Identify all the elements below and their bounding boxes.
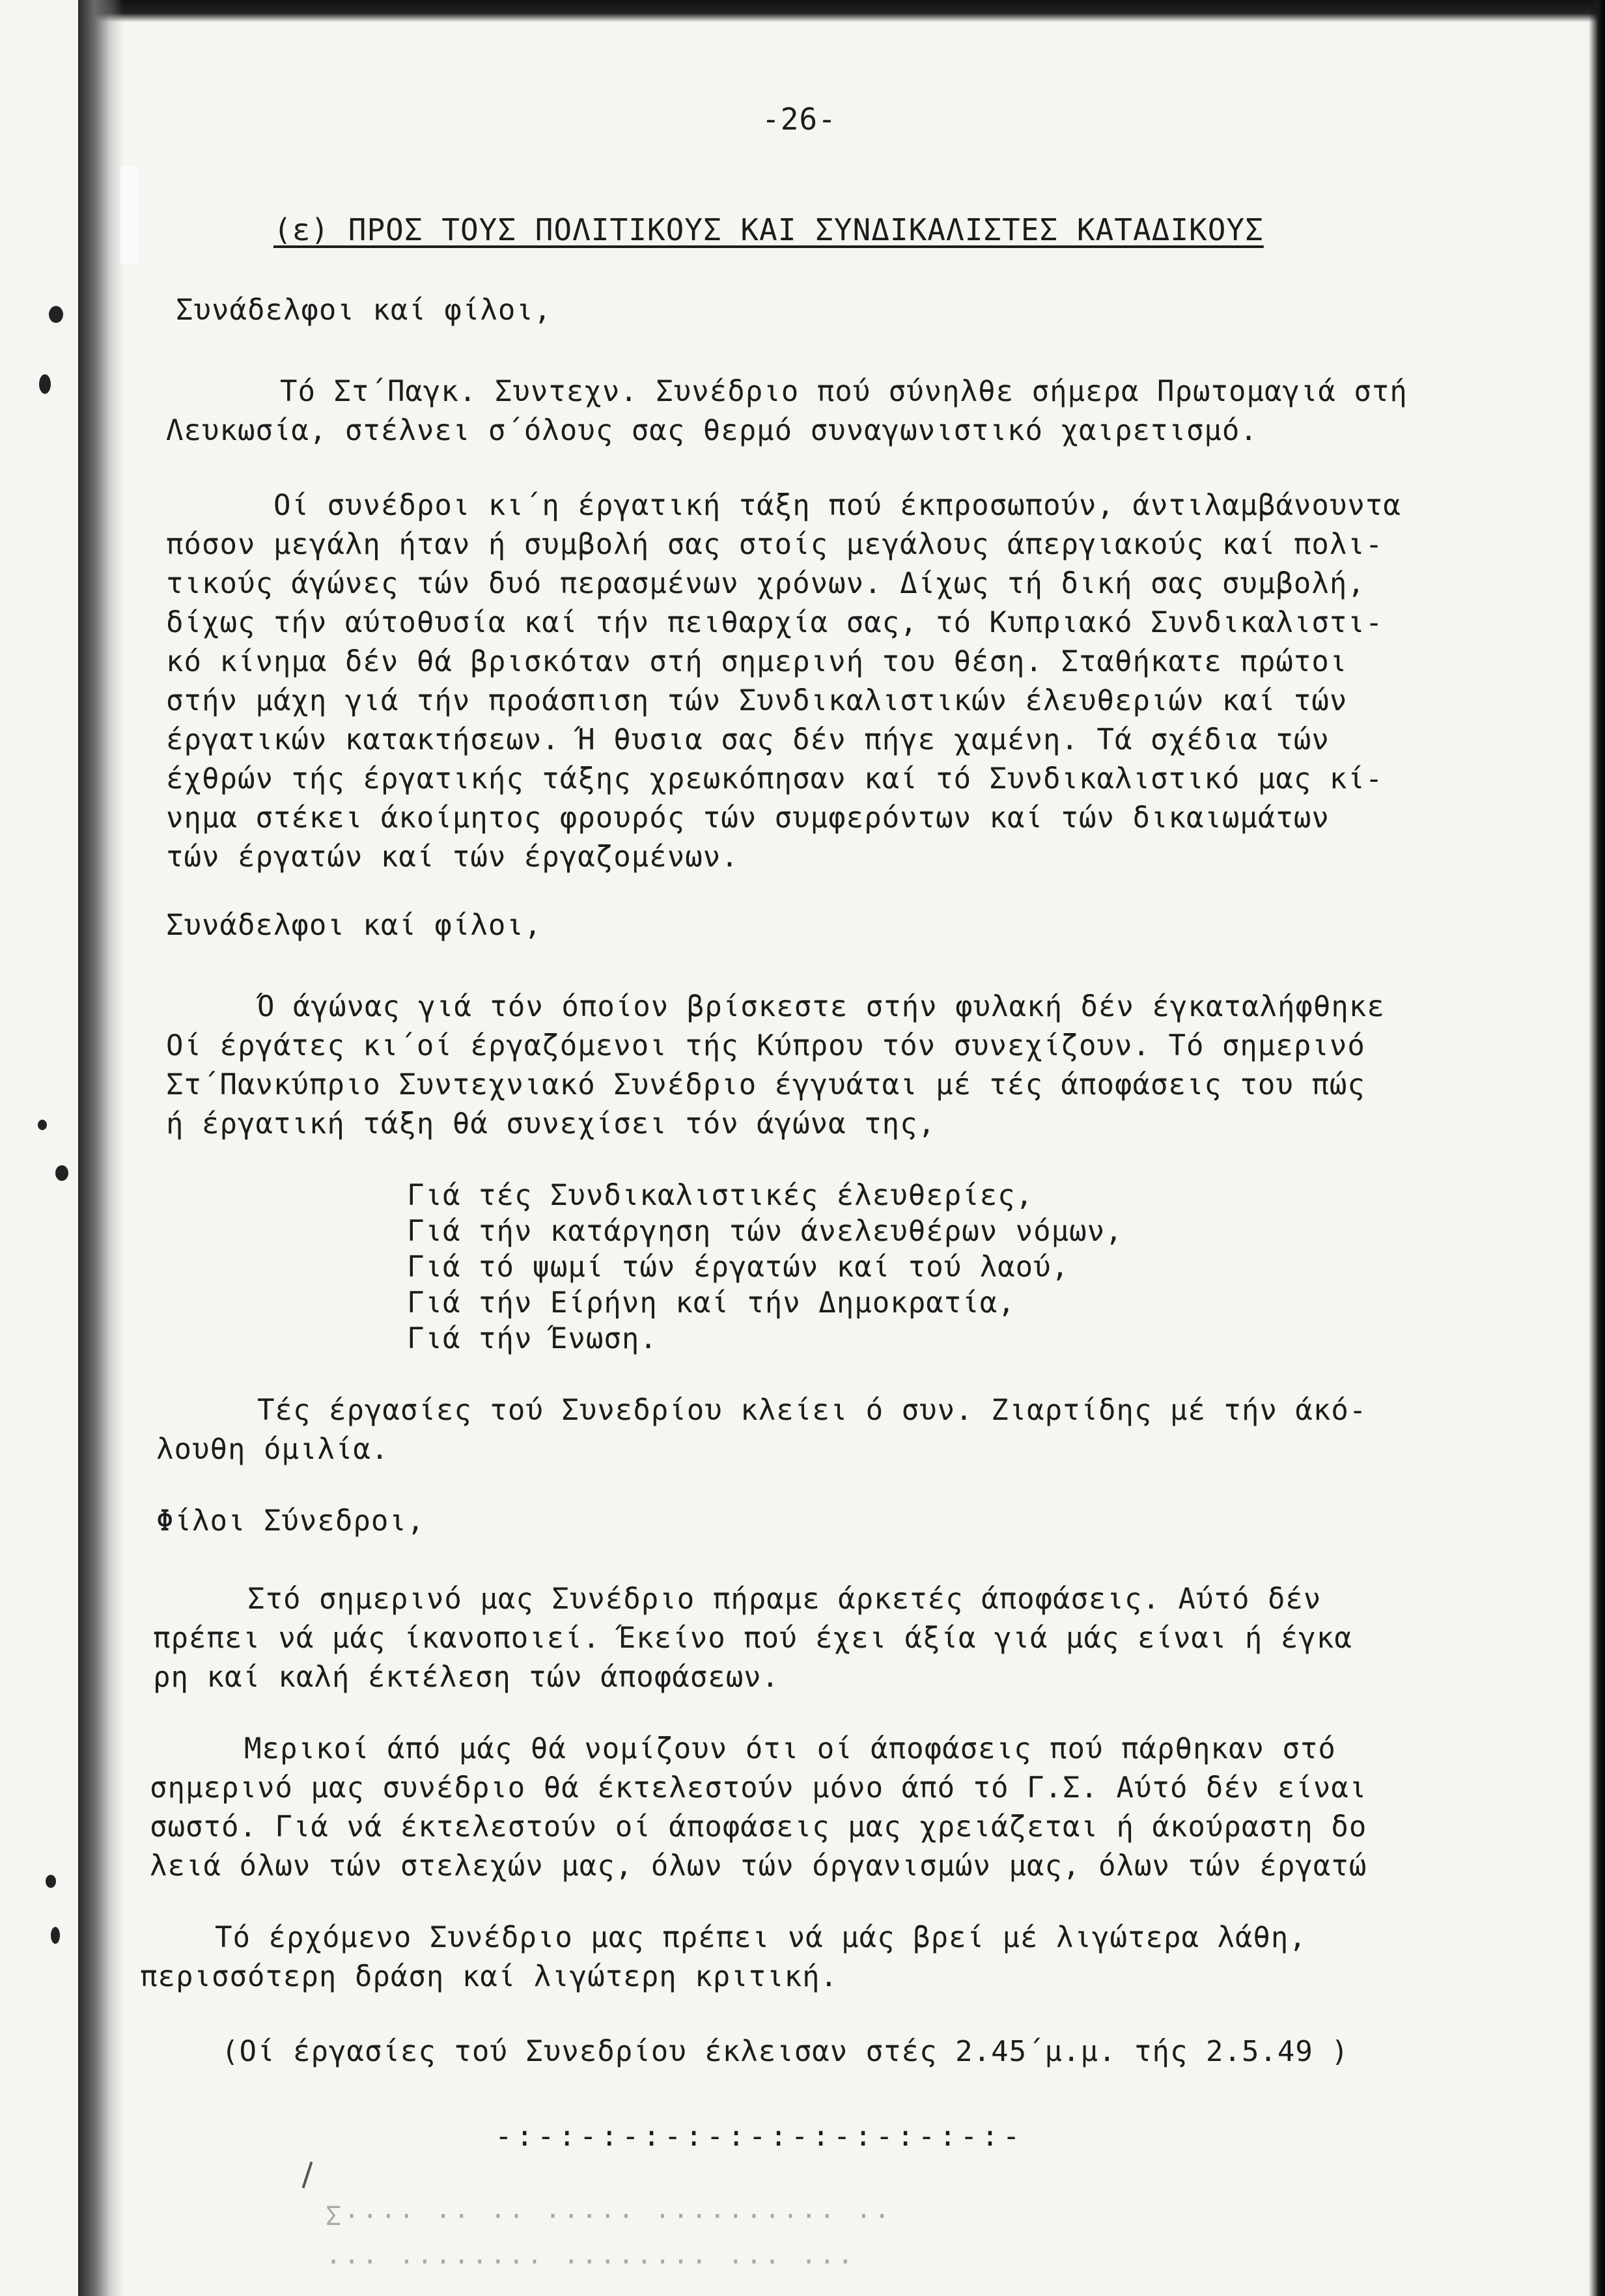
paragraph-line: στήν μάχη γιά τήν προάσπιση τών Συνδικαλιστικών έλευθεριών καί τών (166, 684, 1348, 717)
scan-speck (51, 1927, 60, 1944)
paragraph-line: τών έργατών καί τών έργαζομένων. (166, 840, 739, 874)
paragraph-line: Τό έρχόμενο Συνέδριο μας πρέπει νά μάς βρεί μέ λιγώτερα λάθη, (215, 1921, 1307, 1954)
scan-speck (55, 1165, 68, 1181)
paragraph-line: Ό άγώνας γιά τόν όποίον βρίσκεστε στήν φυλακή δέν έγκαταλήφθηκε (257, 990, 1385, 1023)
list-item: Γιά τήν Ένωση. (407, 1322, 658, 1355)
paragraph-line: πρέπει νά μάς ίκανοποιεί. Έκείνο πού έχει άξία γιά μάς είναι ή έγκα (153, 1622, 1352, 1655)
scan-edge-highlight (120, 166, 139, 264)
paragraph-line: τικούς άγώνες τών δυό περασμένων χρόνων. Δίχως τή δική σας συμβολή, (166, 567, 1365, 600)
scan-edge-top (85, 0, 1602, 22)
faded-annotation: ··· ········ ········ ··· ··· (326, 2247, 856, 2277)
paragraph-line: νημα στέκει άκοίμητος φρουρός τών συμφερόντων καί τών δικαιωμάτων (166, 801, 1330, 835)
paragraph-line: Τές έργασίες τού Συνεδρίου κλείει ό συν. Ζιαρτίδης μέ τήν άκό- (257, 1394, 1367, 1427)
separator: -:-:-:-:-:-:-:-:-:-:-:-:- (495, 2120, 1024, 2153)
scan-edge-right (1589, 0, 1605, 2296)
paragraph-line: Μερικοί άπό μάς θά νομίζουν ότι οί άποφάσεις πού πάρθηκαν στό (244, 1732, 1336, 1765)
paragraph-line: Στό σημερινό μας Συνέδριο πήραμε άρκετές άποφάσεις. Αύτό δέν (247, 1583, 1322, 1616)
paragraph-line: ρη καί καλή έκτέλεση τών άποφάσεων. (153, 1661, 780, 1694)
list-item: Γιά τές Συνδικαλιστικές έλευθερίες, (407, 1179, 1034, 1212)
list-item: Γιά τήν Είρήνη καί τήν Δημοκρατία, (407, 1286, 1016, 1320)
scan-speck (38, 1120, 47, 1130)
paragraph-line: Λευκωσία, στέλνει σ΄όλους σας θερμό συναγωνιστικό χαιρετισμό. (166, 414, 1258, 447)
section-heading: (ε) ΠΡΟΣ ΤΟΥΣ ΠΟΛΙΤΙΚΟΥΣ ΚΑΙ ΣΥΝΔΙΚΑΛΙΣΤΕΣ ΚΑΤΑΔΙΚΟΥΣ (273, 212, 1264, 247)
paragraph-line: Στ΄Πανκύπριο Συντεχνιακό Συνέδριο έγγυάται μέ τές άποφάσεις του πώς (166, 1068, 1365, 1101)
paragraph-line: δίχως τήν αύτοθυσία καί τήν πειθαρχία σας, τό Κυπριακό Συνδικαλιστι- (166, 606, 1384, 639)
paragraph-line: πόσον μεγάλη ήταν ή συμβολή σας στοίς μεγάλους άπεργιακούς καί πολι- (166, 528, 1384, 561)
scan-speck (49, 306, 63, 323)
closing-note: (Οί έργασίες τού Συνεδρίου έκλεισαν στές 2.45΄μ.μ. τής 2.5.49 ) (221, 2035, 1349, 2068)
salutation: Φίλοι Σύνεδροι, (156, 1504, 425, 1538)
paragraph-line: έχθρών τής έργατικής τάξης χρεωκόπησαν καί τό Συνδικαλιστικό μας κί- (166, 762, 1384, 795)
paragraph-line: Οί έργάτες κι΄οί έργαζόμενοι τής Κύπρου τόν συνεχίζουν. Τό σημερινό (166, 1029, 1365, 1062)
paragraph-line: λουθη όμιλία. (156, 1433, 389, 1466)
salutation: Συνάδελφοι καί φίλοι, (176, 294, 552, 327)
scan-edge-left (78, 0, 124, 2296)
paragraph-line: έργατικών κατακτήσεων. Ή θυσια σας δέν πήγε χαμένη. Τά σχέδια τών (166, 723, 1330, 756)
paragraph-line: Τό Στ΄Παγκ. Συντεχν. Συνέδριο πού σύνηλθε σήμερα Πρωτομαγιά στή (280, 375, 1408, 408)
paragraph-line: ή έργατική τάξη θά συνεχίσει τόν άγώνα της, (166, 1107, 936, 1141)
pen-mark (302, 2161, 313, 2188)
paragraph-line: σημερινό μας συνέδριο θά έκτελεστούν μόνο άπό τό Γ.Σ. Αύτό δέν είναι (150, 1771, 1367, 1805)
page-number: -26- (762, 102, 837, 137)
paragraph-line: λειά όλων τών στελεχών μας, όλων τών όργανισμών μας, όλων τών έργατώ (150, 1849, 1367, 1883)
paragraph-line: σωστό. Γιά νά έκτελεστούν οί άποφάσεις μας χρειάζεται ή άκούραστη δο (150, 1810, 1367, 1844)
scan-speck (39, 374, 51, 394)
salutation: Συνάδελφοι καί φίλοι, (166, 909, 542, 942)
list-item: Γιά τό ψωμί τών έργατών καί τού λαού, (407, 1251, 1070, 1284)
list-item: Γιά τήν κατάργηση τών άνελευθέρων νόμων, (407, 1215, 1123, 1248)
paragraph-line: κό κίνημα δέν θά βρισκόταν στή σημερινή του θέση. Σταθήκατε πρώτοι (166, 645, 1348, 678)
paragraph-line: Οί συνέδροι κι΄η έργατική τάξη πού έκπροσωπούν, άντιλαμβάνουντα (273, 489, 1401, 522)
faded-annotation: Σ···· ·· ·· ····· ·········· ·· (326, 2202, 893, 2232)
scan-speck (46, 1875, 56, 1888)
paragraph-line: περισσότερη δράση καί λιγώτερη κριτική. (140, 1960, 839, 1993)
